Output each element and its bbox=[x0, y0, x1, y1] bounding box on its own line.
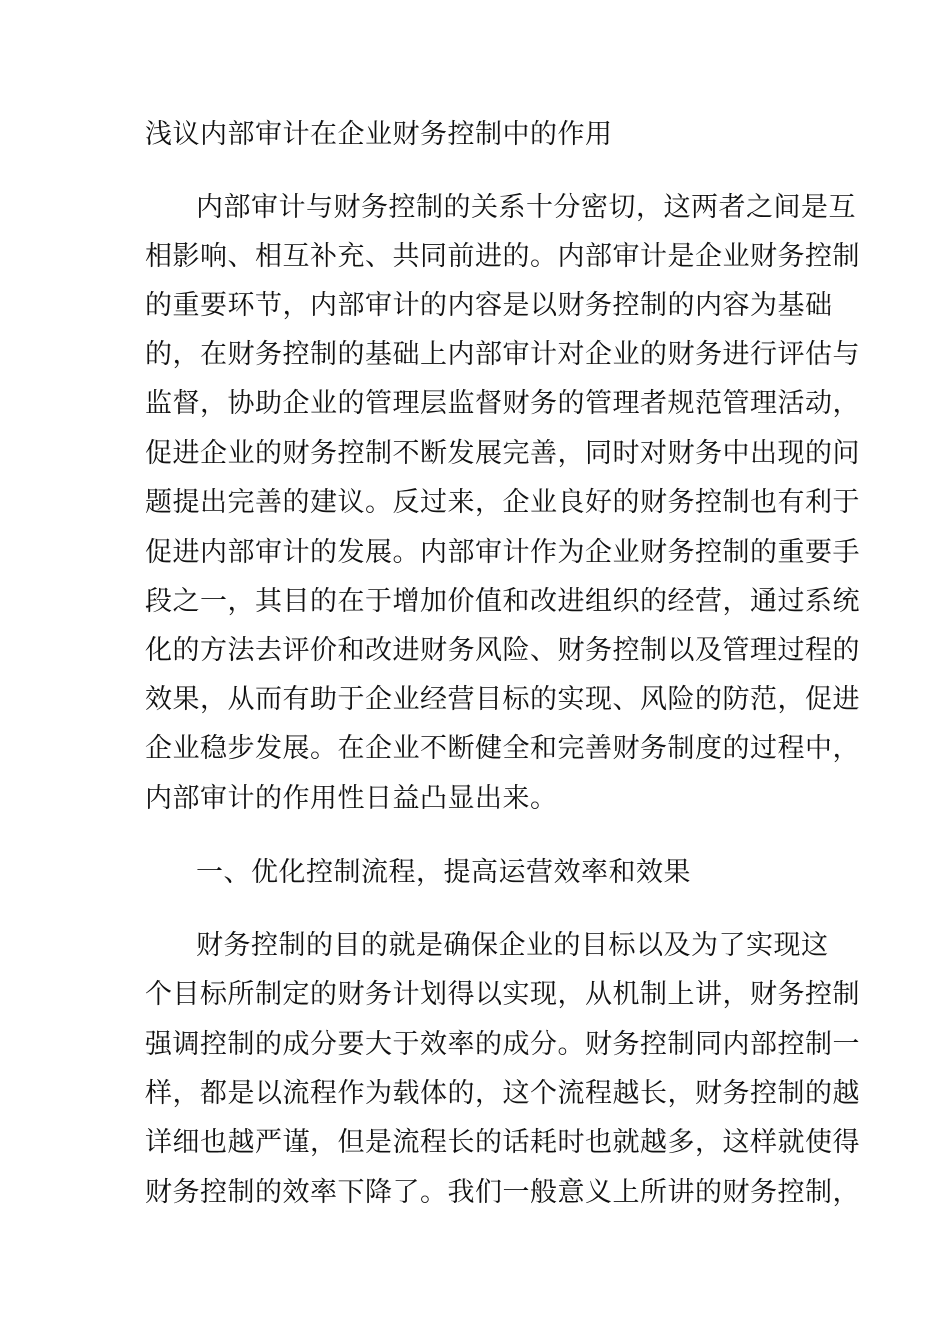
page-title: 浅议内部审计在企业财务控制中的作用 bbox=[145, 119, 613, 150]
paragraph-line: 相影响、相互补充、共同前进的。内部审计是企业财务控制 bbox=[145, 241, 860, 272]
paragraph-line: 化的方法去评价和改进财务风险、财务控制以及管理过程的 bbox=[145, 635, 860, 666]
paragraph-line: 题提出完善的建议。反过来，企业良好的财务控制也有利于 bbox=[145, 487, 860, 518]
paragraph-line: 内部审计的作用性日益凸显出来。 bbox=[145, 783, 558, 814]
paragraph-line: 段之一，其目的在于增加价值和改进组织的经营，通过系统 bbox=[145, 586, 860, 617]
paragraph-line: 监督，协助企业的管理层监督财务的管理者规范管理活动， bbox=[145, 388, 860, 419]
paragraph-line: 促进内部审计的发展。内部审计作为企业财务控制的重要手 bbox=[145, 537, 860, 568]
paragraph-line: 详细也越严谨，但是流程长的话耗时也就越多，这样就使得 bbox=[145, 1127, 860, 1158]
paragraph-line: 财务控制的效率下降了。我们一般意义上所讲的财务控制， bbox=[145, 1177, 860, 1208]
paragraph-line: 促进企业的财务控制不断发展完善，同时对财务中出现的问 bbox=[145, 438, 860, 469]
paragraph-line: 个目标所制定的财务计划得以实现，从机制上讲，财务控制 bbox=[145, 979, 860, 1010]
paragraph-line: 强调控制的成分要大于效率的成分。财务控制同内部控制一 bbox=[145, 1029, 860, 1060]
paragraph-line: 效果，从而有助于企业经营目标的实现、风险的防范，促进 bbox=[145, 684, 860, 715]
paragraph-line: 样，都是以流程作为载体的，这个流程越长，财务控制的越 bbox=[145, 1078, 860, 1109]
paragraph-line: 内部审计与财务控制的关系十分密切，这两者之间是互 bbox=[196, 192, 856, 223]
paragraph-line: 财务控制的目的就是确保企业的目标以及为了实现这 bbox=[196, 930, 829, 961]
paragraph-line: 企业稳步发展。在企业不断健全和完善财务制度的过程中， bbox=[145, 733, 860, 764]
paragraph-line: 的，在财务控制的基础上内部审计对企业的财务进行评估与 bbox=[145, 339, 860, 370]
section-heading: 一、优化控制流程，提高运营效率和效果 bbox=[196, 857, 691, 888]
paragraph-line: 的重要环节，内部审计的内容是以财务控制的内容为基础 bbox=[145, 290, 833, 321]
